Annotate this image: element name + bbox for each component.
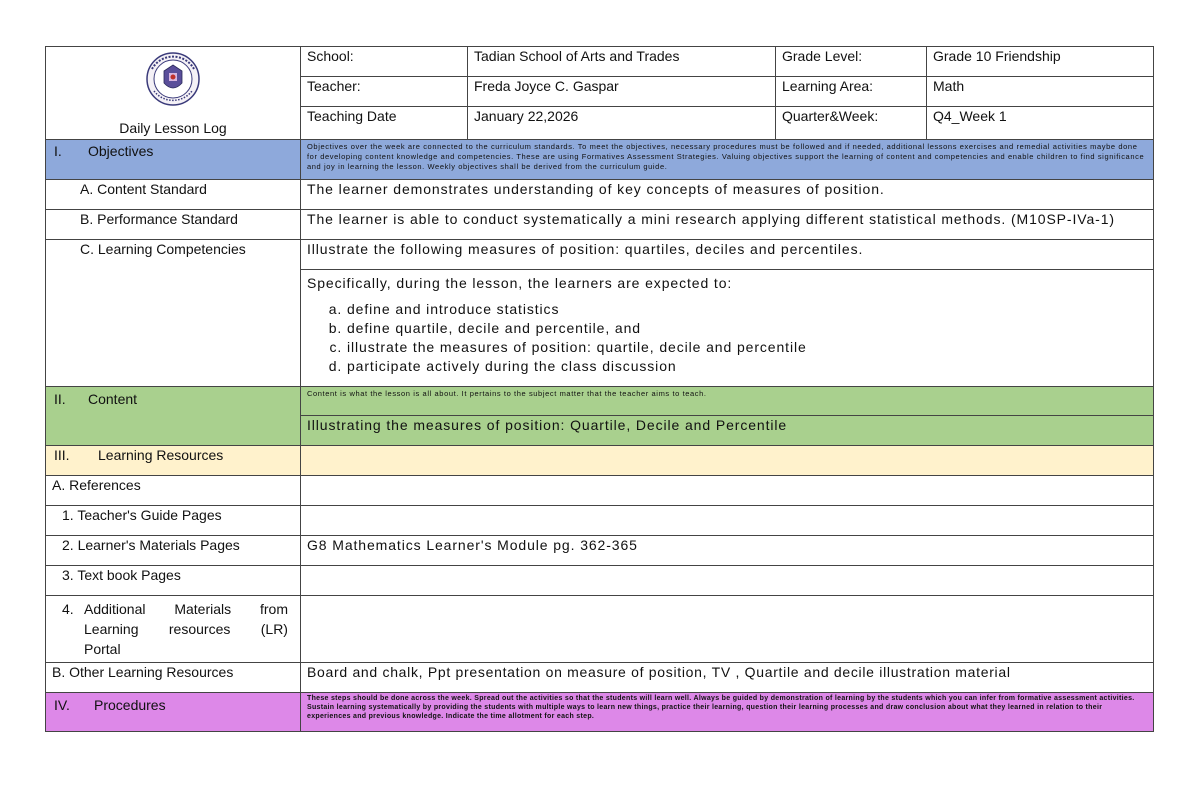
content-standard-label: A. Content Standard <box>46 180 301 210</box>
grade-level-value: Grade 10 Friendship <box>927 47 1154 77</box>
performance-standard-value: The learner is able to conduct systematically a mini research applying different statistical methods. (M10SP-IVa-1) <box>301 210 1154 240</box>
objectives-label: Objectives <box>88 143 154 159</box>
additional-materials-value <box>301 596 1154 663</box>
performance-standard-row <box>46 210 1154 240</box>
objectives-heading <box>46 140 301 180</box>
learners-materials-row <box>46 536 1154 566</box>
references-row <box>46 476 1154 506</box>
objectives-section-row <box>46 140 1154 180</box>
additional-materials-word: resources <box>168 621 231 637</box>
content-topic: Illustrating the measures of position: Quartile, Decile and Percentile <box>301 416 1154 446</box>
additional-materials-number: 4. <box>62 601 74 617</box>
other-resources-label: B. Other Learning Resources <box>46 663 301 693</box>
procedures-heading <box>46 693 301 732</box>
content-note: Content is what the lesson is all about. It pertains to the subject matter that the teacher aims to teach. <box>301 387 1154 416</box>
competencies-label: C. Learning Competencies <box>46 240 301 387</box>
learning-area-label: Learning Area: <box>776 77 927 107</box>
learning-resources-section-row <box>46 446 1154 476</box>
textbook-row <box>46 566 1154 596</box>
procedures-roman: IV. <box>54 697 70 713</box>
competencies-row <box>46 240 1154 270</box>
procedures-section-row <box>46 693 1154 732</box>
school-value: Tadian School of Arts and Trades <box>468 47 776 77</box>
objectives-note: Objectives over the week are connected to the curriculum standards. To meet the objectives, necessary procedures must be followed and if needed, additional lessons exercises and remedial activities maybe done for developing content knowledge and competencies. These are using Formatives Assessment Strategies. Valuing objectives support the learning of content and competencies and enable children to find significance and joy in learning the lesson. Weekly objectives shall be derived from the curriculum guide. <box>301 140 1154 180</box>
teacher-value: Freda Joyce C. Gaspar <box>468 77 776 107</box>
document-title: Daily Lesson Log <box>119 120 227 136</box>
procedures-note: These steps should be done across the week. Spread out the activities so that the students will learn well. Always be guided by demonstration of learning by the students which you can infer from formative assessment activities. Sustain learning systematically by providing the students with multiple ways to learn new things, practice their learning, question their learning processes and draw conclusion about what they learned in relation to their experiences and previous knowledge. Indicate the time allotment for each step. <box>301 693 1154 732</box>
learners-materials-value: G8 Mathematics Learner's Module pg. 362-365 <box>301 536 1154 566</box>
teachers-guide-label: 1. Teacher's Guide Pages <box>46 506 301 536</box>
school-label: School: <box>301 47 468 77</box>
list-item: c. illustrate the measures of position: quartile, decile and percentile <box>347 338 1147 357</box>
additional-materials-word: Additional <box>84 601 146 617</box>
additional-materials-word: (LR) <box>260 621 288 637</box>
objectives-roman: I. <box>54 143 62 159</box>
additional-materials-word: from <box>259 601 288 617</box>
other-resources-value: Board and chalk, Ppt presentation on measure of position, TV , Quartile and decile illustration material <box>301 663 1154 693</box>
teachers-guide-row <box>46 506 1154 536</box>
logo-title-cell <box>46 47 301 140</box>
learning-resources-roman: III. <box>54 447 70 463</box>
quarter-week-value: Q4_Week 1 <box>927 107 1154 140</box>
specific-objectives-intro: Specifically, during the lesson, the learners are expected to: <box>307 275 733 291</box>
teaching-date-value: January 22,2026 <box>468 107 776 140</box>
learning-area-value: Math <box>927 77 1154 107</box>
list-item: d. participate actively during the class discussion <box>347 357 1147 376</box>
references-label: A. References <box>46 476 301 506</box>
content-heading <box>46 387 301 446</box>
other-resources-row <box>46 663 1154 693</box>
learners-materials-label: 2. Learner's Materials Pages <box>46 536 301 566</box>
list-item: b. define quartile, decile and percentile, and <box>347 319 1147 338</box>
additional-materials-label <box>46 596 301 663</box>
specific-objectives-list <box>307 300 1147 376</box>
references-value <box>301 476 1154 506</box>
content-roman: II. <box>54 391 66 407</box>
additional-materials-word: Learning <box>84 621 139 637</box>
additional-materials-word: Materials <box>174 601 232 617</box>
textbook-value <box>301 566 1154 596</box>
textbook-label: 3. Text book Pages <box>46 566 301 596</box>
performance-standard-label: B. Performance Standard <box>46 210 301 240</box>
quarter-week-label: Quarter&Week: <box>776 107 927 140</box>
grade-level-label: Grade Level: <box>776 47 927 77</box>
deped-seal-logo <box>142 51 204 107</box>
learning-resources-value <box>301 446 1154 476</box>
teacher-label: Teacher: <box>301 77 468 107</box>
additional-materials-word: Portal <box>84 641 121 657</box>
content-label: Content <box>88 391 138 407</box>
list-item: a. define and introduce statistics <box>347 300 1147 319</box>
procedures-label: Procedures <box>94 697 166 713</box>
content-standard-value: The learner demonstrates understanding of key concepts of measures of position. <box>301 180 1154 210</box>
teachers-guide-value <box>301 506 1154 536</box>
additional-materials-row <box>46 596 1154 663</box>
learning-resources-label: Learning Resources <box>98 447 224 463</box>
competencies-value: Illustrate the following measures of position: quartiles, deciles and percentiles. <box>301 240 1154 270</box>
teaching-date-label: Teaching Date <box>301 107 468 140</box>
content-section-row <box>46 387 1154 416</box>
learning-resources-heading <box>46 446 301 476</box>
daily-lesson-log-table <box>45 46 1154 732</box>
header-row-school <box>46 47 1154 77</box>
content-standard-row <box>46 180 1154 210</box>
specific-objectives-cell <box>301 270 1154 387</box>
